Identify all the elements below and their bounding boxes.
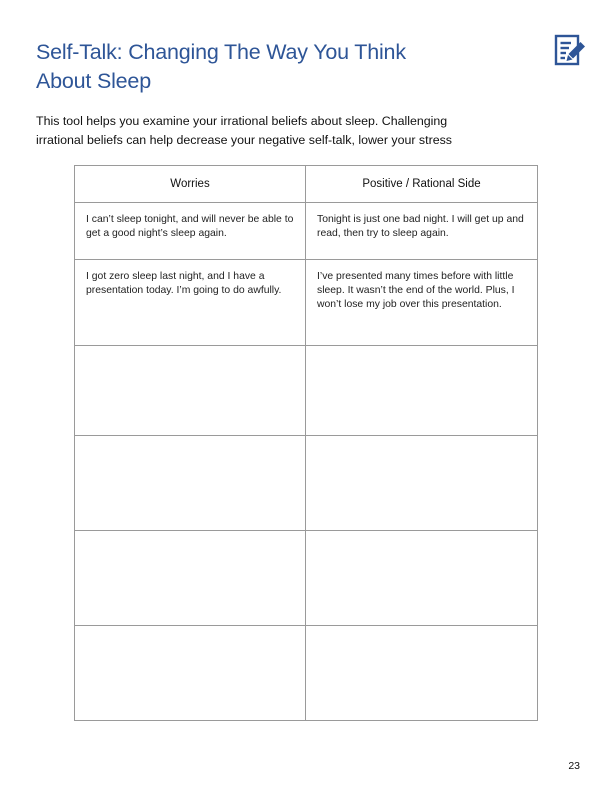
table-header-row: [75, 166, 538, 203]
self-talk-worksheet-table: [74, 165, 538, 721]
rational-cell: [306, 346, 538, 436]
page-title-line: Self-Talk: Changing The Way You Think: [36, 40, 406, 64]
column-header-worries: Worries: [75, 166, 306, 203]
column-header-rational-side: Positive / Rational Side: [306, 166, 538, 203]
page-number: 23: [568, 760, 580, 772]
page-title: [36, 38, 516, 96]
rational-cell: [306, 436, 538, 531]
worry-cell: [75, 626, 306, 721]
rational-cell: I’ve presented many times before with little sleep. It wasn’t the end of the world. Plus, I won’t lose my job over this presentation.: [306, 260, 538, 346]
table-row: [75, 531, 538, 626]
document-edit-icon: [554, 34, 586, 66]
table-row: [75, 203, 538, 260]
rational-cell: [306, 626, 538, 721]
worry-cell: [75, 531, 306, 626]
table-row: [75, 626, 538, 721]
worry-cell: I got zero sleep last night, and I have a presentation today. I’m going to do awfully.: [75, 260, 306, 346]
worry-cell: [75, 346, 306, 436]
intro-line: This tool helps you examine your irrational beliefs about sleep. Challenging: [36, 114, 448, 128]
worry-cell: [75, 436, 306, 531]
page-title-line: About Sleep: [36, 69, 151, 93]
table-row: [75, 436, 538, 531]
rational-cell: Tonight is just one bad night. I will get up and read, then try to sleep again.: [306, 203, 538, 260]
rational-cell: [306, 531, 538, 626]
intro-paragraph: [36, 112, 506, 150]
worry-cell: I can’t sleep tonight, and will never be able to get a good night’s sleep again.: [75, 203, 306, 260]
table-row: [75, 260, 538, 346]
intro-line: irrational beliefs can help decrease your negative self-talk, lower your stress: [36, 133, 452, 147]
table-row: [75, 346, 538, 436]
